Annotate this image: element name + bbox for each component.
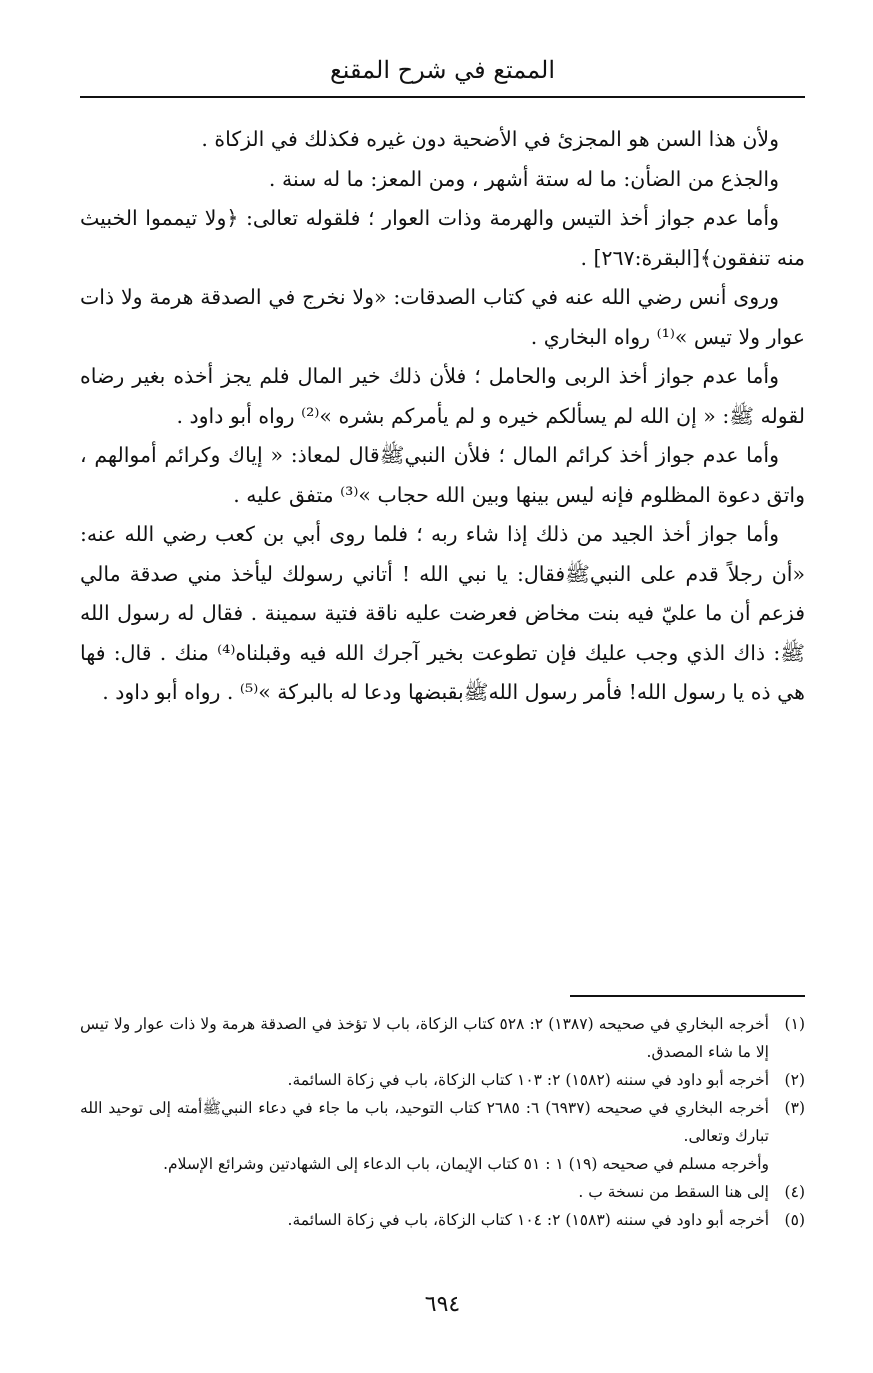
main-text [80,120,805,713]
footnote [80,1206,805,1234]
footnote [80,1178,805,1206]
footnote-divider [570,995,805,997]
paragraph: وأما عدم جواز أخذ الربى والحامل ؛ فلأن ذلك خير المال فلم يجز أخذه بغير رضاه لقوله ﷺ: « إن الله لم يسألكم خيره و لم يأمركم بشره »⁽²⁾ رواه أبو داود . [80,364,805,428]
footnote-text: أخرجه أبو داود في سننه (١٥٨٣) ٢: ١٠٤ كتاب الزكاة، باب في زكاة السائمة. [287,1211,769,1229]
paragraph: وأما عدم جواز أخذ كرائم المال ؛ فلأن النبيﷺقال لمعاذ: « إياك وكرائم أموالهم ، واتق دعوة المظلوم فإنه ليس بينها وبين الله حجاب »⁽³⁾ متفق عليه . [80,443,805,507]
footnote-text: إلى هنا السقط من نسخة ب . [578,1183,769,1201]
footnotes [80,1010,805,1234]
footnote-text: أخرجه أبو داود في سننه (١٥٨٢) ٢: ١٠٣ كتاب الزكاة، باب في زكاة السائمة. [287,1071,769,1089]
page-number: ٦٩٤ [424,1292,461,1317]
footnote [80,1066,805,1094]
footnote [80,1010,805,1066]
footnote-text: أخرجه البخاري في صحيحه (١٣٨٧) ٢: ٥٢٨ كتاب الزكاة، باب لا تؤخذ في الصدقة هرمة ولا ذات عوار ولا تيس إلا ما شاء المصدق. [80,1015,769,1061]
footnote [80,1094,805,1150]
footnote-number: (١) [784,1015,805,1033]
footnote-number: (٤) [784,1183,805,1201]
footnote-text: أخرجه البخاري في صحيحه (٦٩٣٧) ٦: ٢٦٨٥ كتاب التوحيد، باب ما جاء في دعاء النبيﷺأمته إلى توحيد الله تبارك وتعالى. [80,1099,769,1145]
paragraph: ولأن هذا السن هو المجزئ في الأضحية دون غيره فكذلك في الزكاة . [201,127,779,151]
paragraph: وأما عدم جواز أخذ التيس والهرمة وذات العوار ؛ فلقوله تعالى: ﴿ولا تيمموا الخبيث منه تنفقون﴾[البقرة:٢٦٧] . [80,206,805,270]
paragraph: وأما جواز أخذ الجيد من ذلك إذا شاء ربه ؛ فلما روى أبي بن كعب رضي الله عنه: «أن رجلاً قدم على النبيﷺفقال: يا نبي الله ! أتاني رسولك ليأخذ مني صدقة مالي فزعم أن ما عليّ فيه بنت مخاض فعرضت عليه ناقة فتية سمينة . فقال له رسول الله ﷺ: ذاك الذي وجب عليك فإن تطوعت بخير آجرك الله فيه وقبلناه⁽⁴⁾ منك . قال: فها هي ذه يا رسول الله! فأمر رسول اللهﷺبقبضها ودعا له بالبركة »⁽⁵⁾ . رواه أبو داود . [80,522,805,704]
footnote-continuation [80,1150,805,1178]
page-header-title: الممتع في شرح المقنع [330,56,555,84]
footnote-number: (٢) [784,1071,805,1089]
footnote-number: (٥) [784,1211,805,1229]
header-divider [80,96,805,98]
paragraph: وروى أنس رضي الله عنه في كتاب الصدقات: «ولا نخرج في الصدقة هرمة ولا ذات عوار ولا تيس »⁽¹⁾ رواه البخاري . [80,285,805,349]
footnote-number: (٣) [784,1099,805,1117]
paragraph: والجذع من الضأن: ما له ستة أشهر ، ومن المعز: ما له سنة . [268,166,779,191]
footnote-text: وأخرجه مسلم في صحيحه (١٩) ١ : ٥١ كتاب الإيمان، باب الدعاء إلى الشهادتين وشرائع الإسلام. [163,1155,769,1173]
